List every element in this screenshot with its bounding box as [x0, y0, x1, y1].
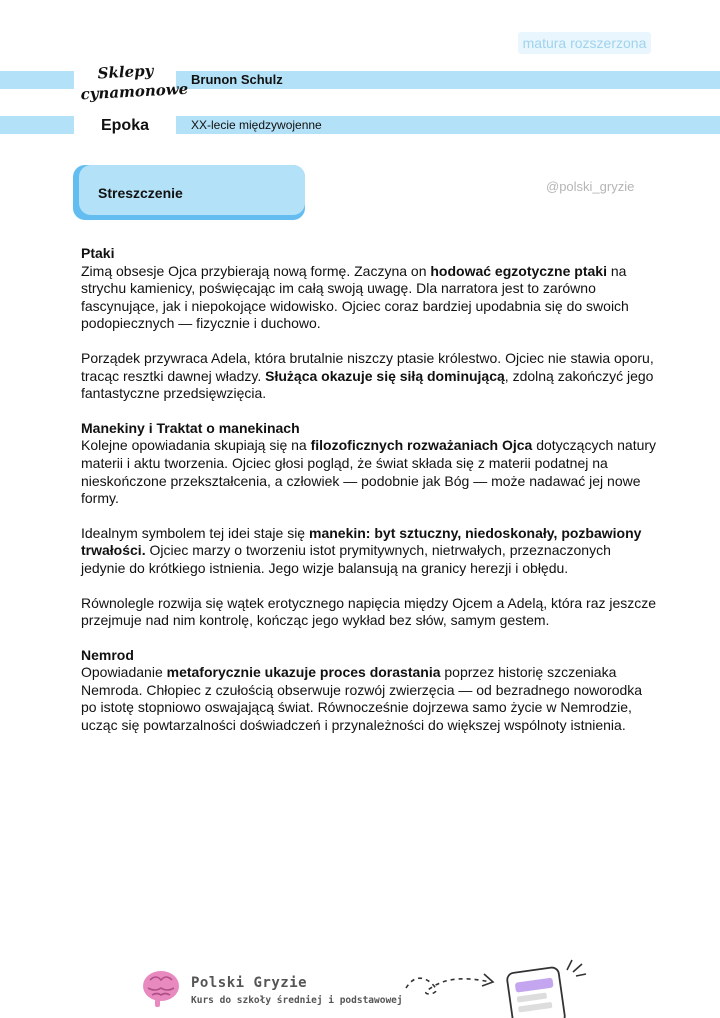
text: Idealnym symbolem tej idei staje się — [81, 524, 309, 541]
paragraph — [81, 525, 657, 578]
text: Opowiadanie — [81, 664, 167, 681]
summary-content — [81, 245, 657, 752]
author-name: Brunon Schulz — [191, 72, 283, 87]
text: , zdolną zakończyć jego fantastyczne przedsięwzięcia. — [81, 367, 654, 402]
highlight: hodować egzotyczne ptaki — [430, 262, 607, 279]
text: na strychu kamienicy, poświęcając im całą swoją uwagę. Dla narratora jest to zarówno fascynujące, jak i niepokojące widowisko. Ojciec coraz bardziej upodabnia się do swoich podopiecznych — fizycznie i duchowo. — [81, 262, 629, 332]
level-badge: matura rozszerzona — [518, 32, 651, 54]
section-heading-manekiny: Manekiny i Traktat o manekinach — [81, 419, 300, 436]
curved-arrow-icon — [404, 970, 496, 1010]
footer-tagline: Kurs do szkoły średniej i podstawowej — [191, 995, 403, 1006]
text: poprzez historię szczeniaka Nemroda. Chłopiec z czułością obserwuje rozwój zwierzęcia — od bezradnego noworodka po istotę stopniowo oswajającą świat. Równocześnie dojrzewa samo życie w Nemrodzie, ucząc się powtarzalności doświadczeń i przynależności do większej wspólnoty istnienia. — [81, 664, 643, 734]
section-heading-ptaki: Ptaki — [81, 245, 115, 261]
social-handle: @polski_gryzie — [546, 179, 635, 194]
paragraph — [81, 350, 657, 403]
section-heading-nemrod: Nemrod — [81, 646, 134, 663]
highlight: metaforycznie ukazuje proces dorastania — [166, 664, 441, 681]
highlight: filozoficznych rozważaniach Ojca — [310, 437, 533, 454]
epoch-value: XX-lecie międzywojenne — [191, 118, 322, 132]
paragraph — [81, 263, 657, 333]
highlight: manekin: byt sztuczny, niedoskonały, pozbawiony trwałości. — [81, 524, 642, 559]
title-logo: Sklepy cynamonowe — [80, 61, 189, 104]
text: Kolejne opowiadania skupiają się na — [81, 437, 311, 454]
paragraph — [81, 664, 657, 734]
paragraph — [81, 437, 657, 507]
section-label: Streszczenie — [98, 185, 183, 201]
highlight: Służąca okazuje się siłą dominującą — [265, 367, 505, 384]
text: Zimą obsesje Ojca przybierają nową formę. Zaczyna on — [81, 262, 431, 279]
paragraph: Równolegle rozwija się wątek erotycznego napięcia między Ojcem a Adelą, która raz jeszcze przejmuje nad nim kontrolę, kończąc jego wykład bez słów, samym gestem. — [81, 594, 657, 629]
footer-brand: Polski Gryzie — [191, 975, 308, 991]
brain-icon — [140, 968, 182, 1008]
epoch-label: Epoka — [100, 117, 149, 134]
phone-icon — [500, 958, 600, 1018]
text: dotyczących natury materii i aktu tworzenia. Ojciec głosi pogląd, że świat składa się z materii podatnej na nieskończone przekształcenia, a człowiek — podobnie jak Bóg — może nadawać jej nowe formy. — [81, 437, 657, 507]
text: Ojciec marzy o tworzeniu istot prymitywnych, nietrwałych, przeznaczonych jedynie do krótkiego istnienia. Jego wizje balansują na granicy herezji i obłędu. — [81, 542, 611, 576]
text: Porządek przywraca Adela, która brutalnie niszczy ptasie królestwo. Ojciec nie stawia oporu, tracąc resztki dawnej władzy. — [81, 349, 654, 384]
